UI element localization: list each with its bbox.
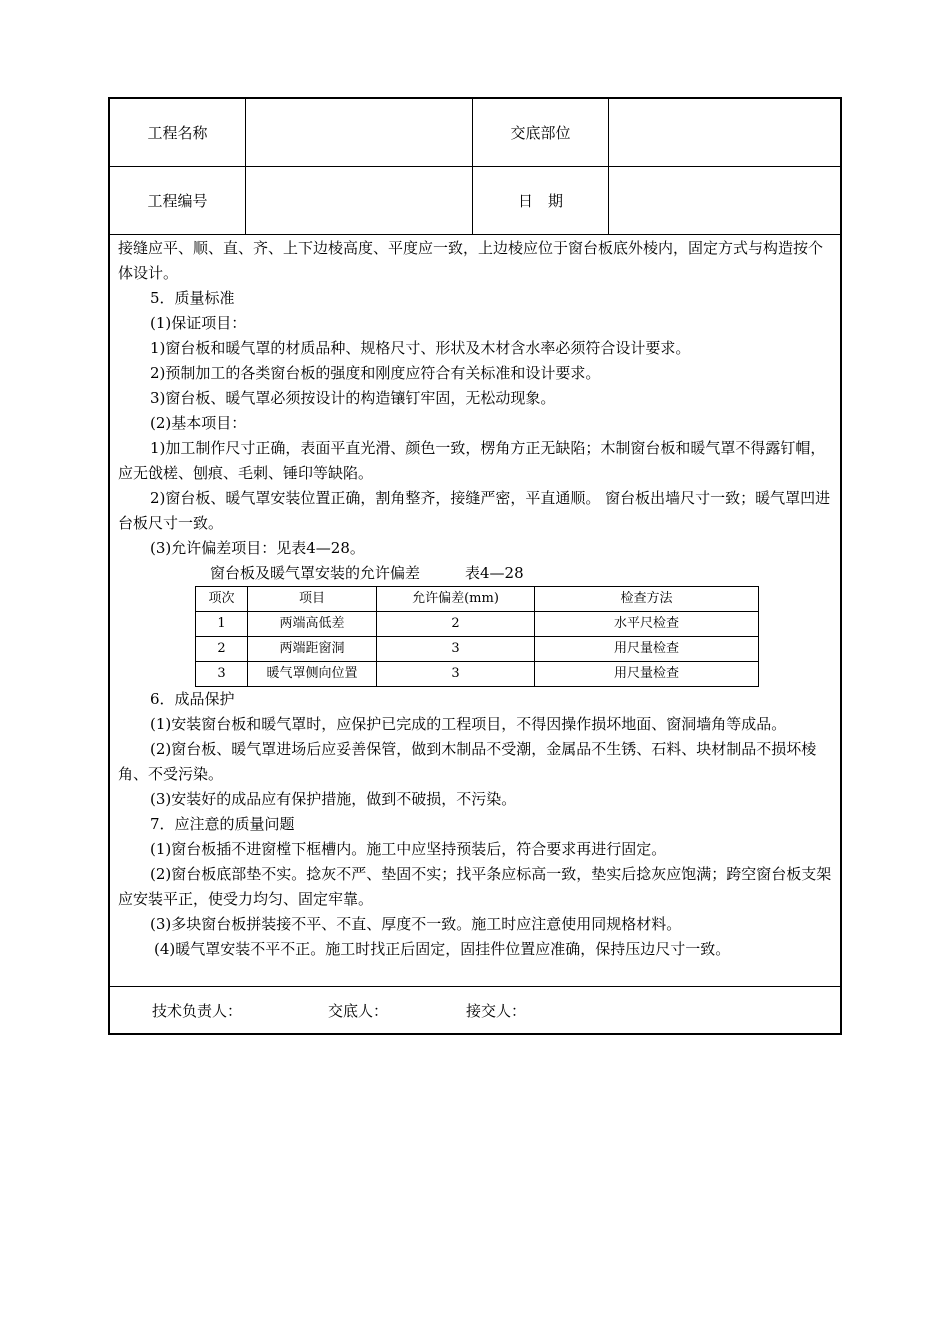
disclosure-part-label: 交底部位 [473, 99, 609, 166]
section-quality-issues: 7．应注意的质量问题 [150, 815, 295, 833]
col-header-index: 项次 [196, 587, 248, 612]
receiver-signature-label: 接交人： [466, 1002, 527, 1020]
content-body [118, 236, 834, 962]
date-value[interactable] [609, 167, 840, 234]
tech-lead-signature-label: 技术负责人： [152, 1002, 243, 1020]
discloser-signature-label: 交底人： [328, 1002, 389, 1020]
paragraph-7-2: (2)窗台板底部垫不实。捻灰不严、垫固不实；找平条应标高一致，垫实后捻灰应饱满；跨空窗台板支架应安装平正，使受力均匀、固定牢靠。 [118, 865, 832, 908]
table-cell: 3 [196, 662, 248, 687]
paragraph-6-2: (2)窗台板、暖气罩进场后应妥善保管，做到木制品不受潮，金属品不生锈、石料、块材制品不损坏棱角、不受污染。 [118, 740, 817, 783]
project-number-value[interactable] [246, 167, 473, 234]
disclosure-form [108, 97, 842, 1035]
paragraph-7-4: (4)暖气罩安装不平不正。施工时找正后固定，固挂件位置应准确，保持压边尺寸一致。 [154, 940, 731, 958]
col-header-item: 项目 [248, 587, 377, 612]
table-caption: 窗台板及暖气罩安装的允许偏差 表4—28 [210, 564, 524, 582]
subsection-guarantee-items: (1)保证项目： [150, 314, 247, 332]
paragraph-6-3: (3)安装好的成品应有保护措施，做到不破损，不污染。 [150, 790, 517, 808]
project-name-value[interactable] [246, 99, 473, 166]
paragraph-joint: 接缝应平、顺、直、齐、上下边棱高度、平度应一致，上边棱应位于窗台板底外棱内，固定方式与构造按个体设计。 [118, 239, 824, 282]
header-row-2 [110, 167, 840, 235]
table-row [196, 637, 759, 662]
paragraph-7-1: (1)窗台板插不进窗樘下框槽内。施工中应坚持预装后，符合要求再进行固定。 [150, 840, 667, 858]
paragraph-5-1-3: 3)窗台板、暖气罩必须按设计的构造镶钉牢固，无松动现象。 [150, 389, 556, 407]
paragraph-5-1-1: 1)窗台板和暖气罩的材质品种、规格尺寸、形状及木材含水率必须符合设计要求。 [150, 339, 691, 357]
section-quality-standard: 5．质量标准 [150, 289, 235, 307]
project-name-label: 工程名称 [110, 99, 246, 166]
paragraph-7-3: (3)多块窗台板拼装接不平、不直、厚度不一致。施工时应注意使用同规格材料。 [150, 915, 682, 933]
subsection-allowed-deviation: (3)允许偏差项目：见表4—28。 [150, 539, 365, 557]
subsection-basic-items: (2)基本项目： [150, 414, 247, 432]
project-number-label: 工程编号 [110, 167, 246, 234]
table-cell: 2 [377, 612, 535, 637]
table-row [196, 662, 759, 687]
table-cell: 水平尺检查 [535, 612, 759, 637]
paragraph-5-2-1: 1)加工制作尺寸正确，表面平直光滑、颜色一致，楞角方正无缺陷；木制窗台板和暖气罩不得露钉帽，应无戗槎、刨痕、毛刺、锤印等缺陷。 [118, 439, 826, 482]
table-cell: 3 [377, 662, 535, 687]
date-label: 日 期 [473, 167, 609, 234]
col-header-method: 检查方法 [535, 587, 759, 612]
table-cell: 1 [196, 612, 248, 637]
paragraph-5-2-2: 2)窗台板、暖气罩安装位置正确，割角整齐，接缝严密，平直通顺。 窗台板出墙尺寸一致；暖气罩凹进台板尺寸一致。 [118, 489, 831, 532]
col-header-deviation: 允许偏差(mm) [377, 587, 535, 612]
table-row [196, 612, 759, 637]
table-cell: 3 [377, 637, 535, 662]
table-cell: 用尺量检查 [535, 637, 759, 662]
table-cell: 用尺量检查 [535, 662, 759, 687]
paragraph-5-1-2: 2)预制加工的各类窗台板的强度和刚度应符合有关标准和设计要求。 [150, 364, 601, 382]
table-cell: 两端距窗洞 [248, 637, 377, 662]
paragraph-6-1: (1)安装窗台板和暖气罩时，应保护已完成的工程项目，不得因操作损坏地面、窗洞墙角等成品。 [150, 715, 787, 733]
table-cell: 暖气罩侧向位置 [248, 662, 377, 687]
disclosure-part-value[interactable] [609, 99, 840, 166]
table-header-row [196, 587, 759, 612]
table-cell: 2 [196, 637, 248, 662]
signature-row [110, 986, 840, 1034]
deviation-table [195, 586, 759, 687]
section-product-protection: 6．成品保护 [150, 690, 235, 708]
header-row-1 [110, 99, 840, 167]
table-cell: 两端高低差 [248, 612, 377, 637]
